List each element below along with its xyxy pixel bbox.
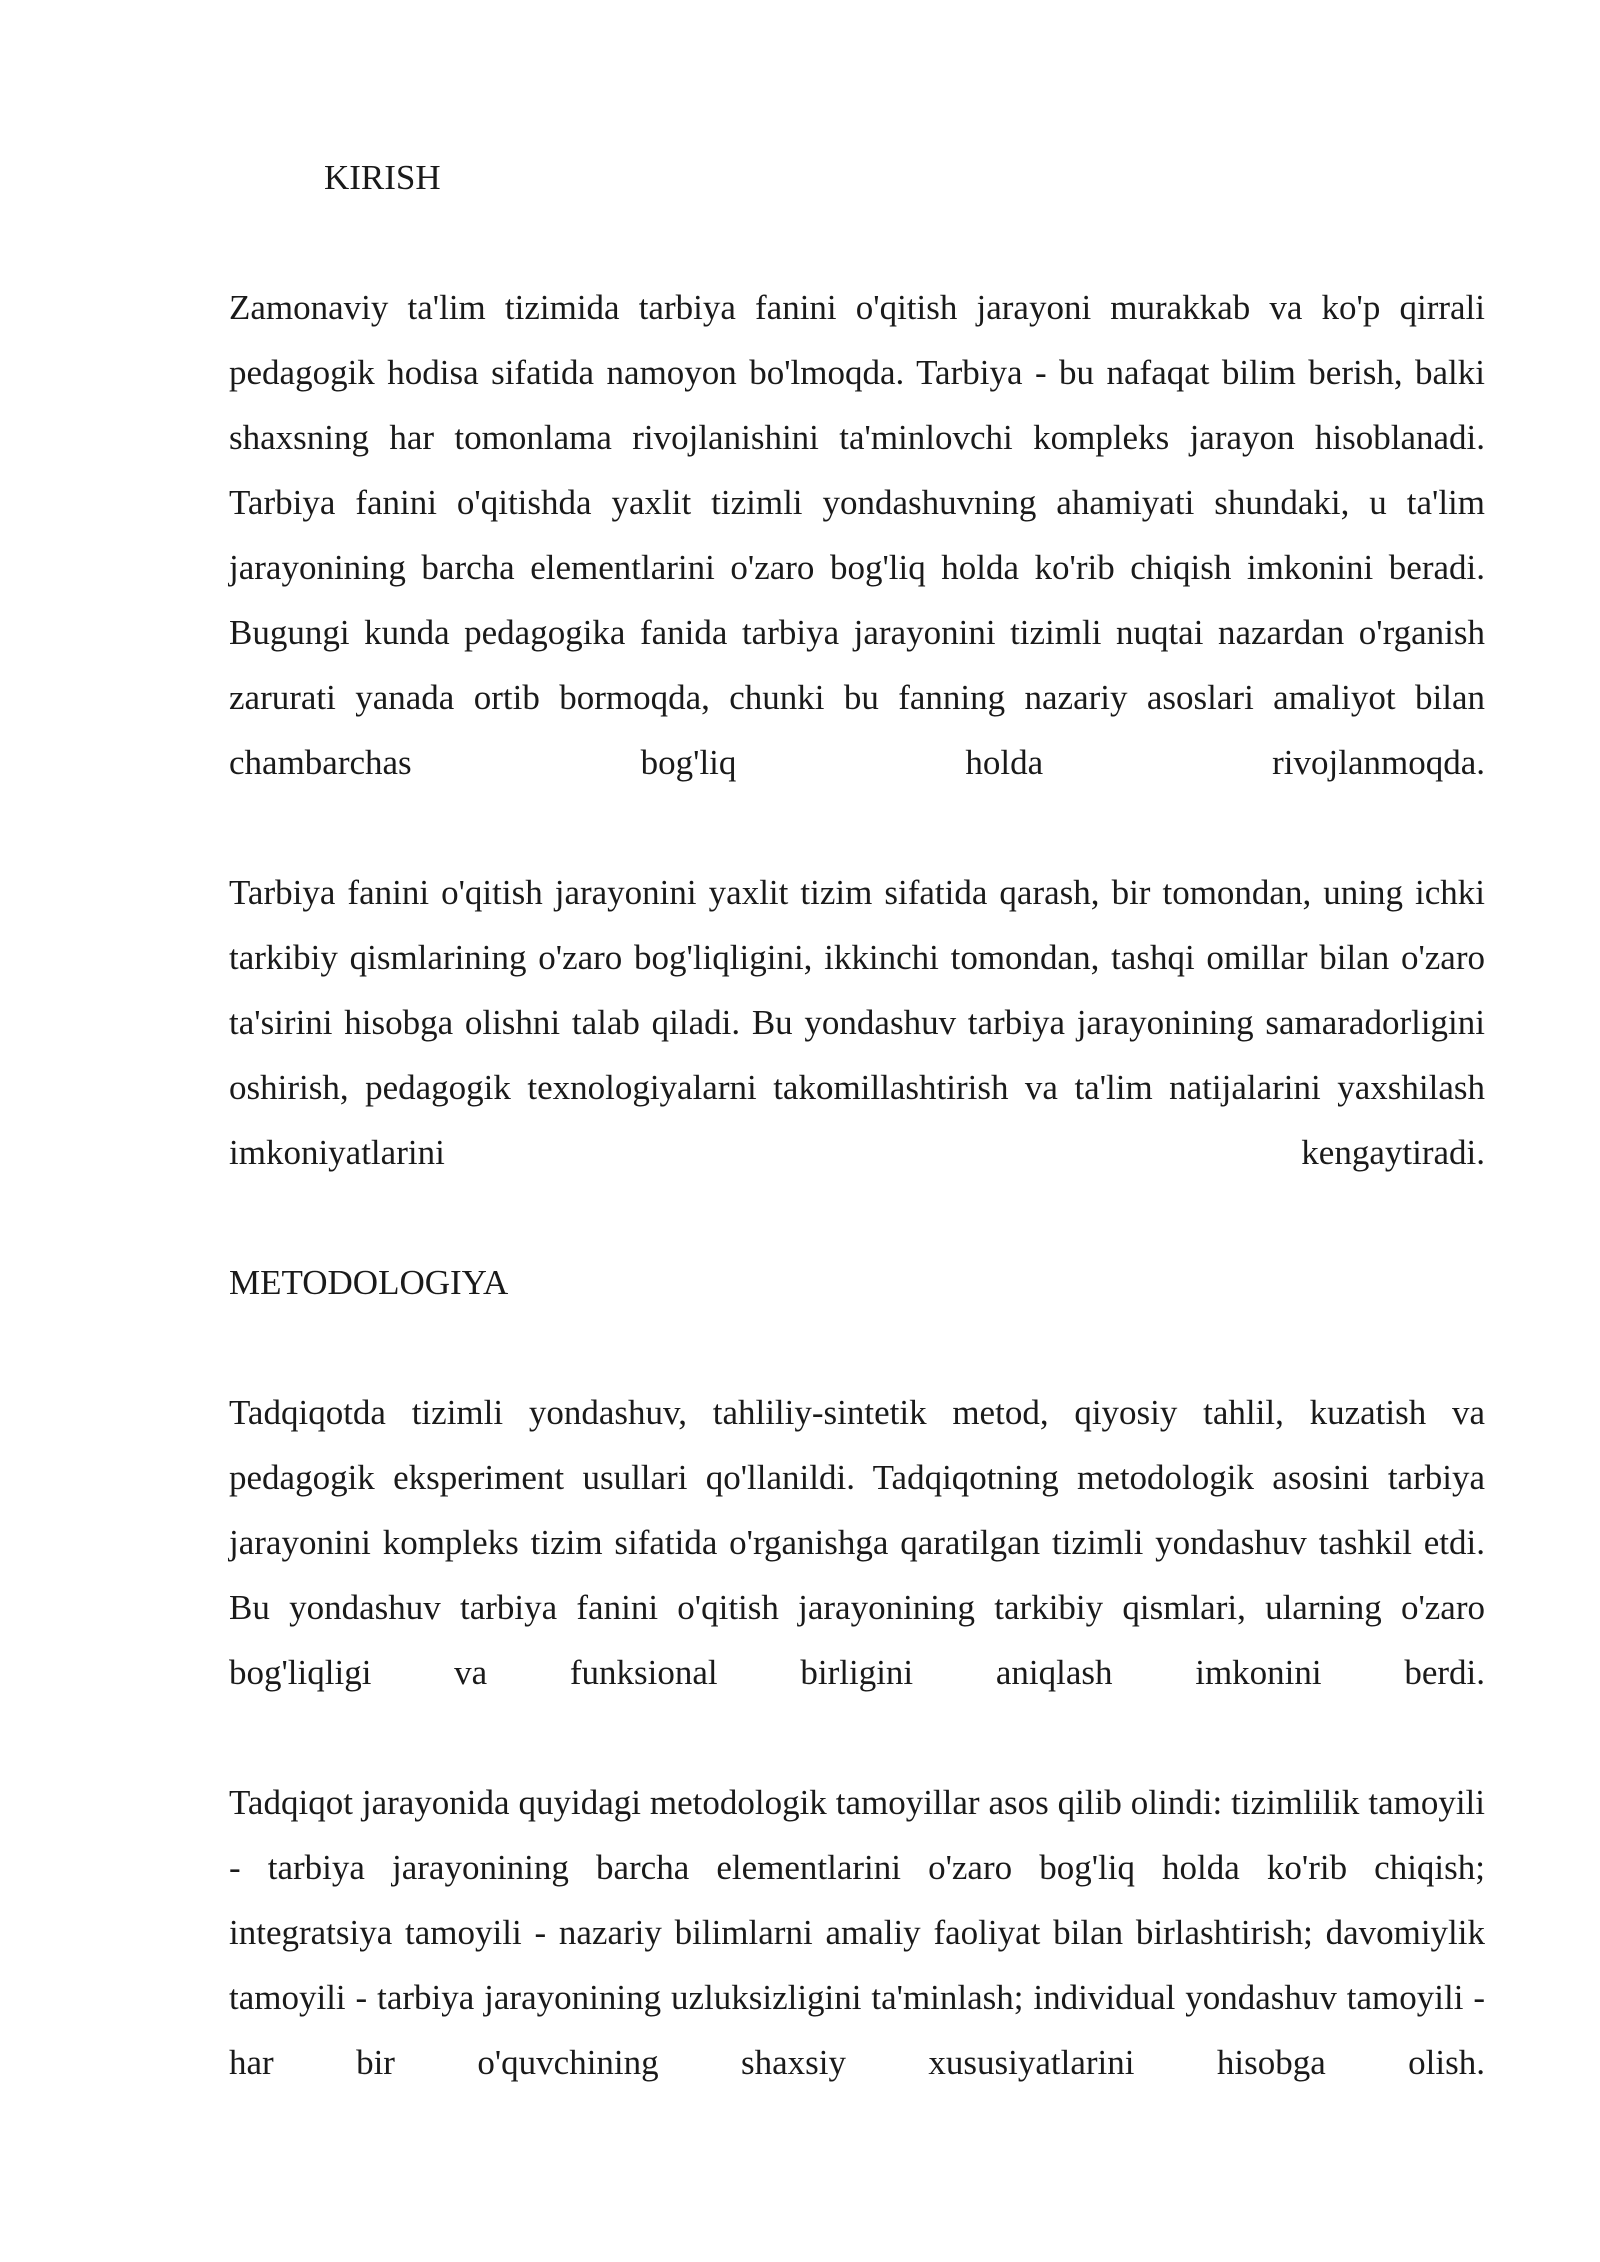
paragraph: Zamonaviy ta'lim tizimida tarbiya fanini o'qitish jarayoni murakkab va ko'p qirrali pedagogik hodisa sifatida namoyon bo'lmoqda. Tarbiya - bu nafaqat bilim berish, balki shaxsning har tomonlama rivojlanishini ta'minlovchi kompleks jarayon hisoblanadi. Tarbiya fanini o'qitishda yaxlit tizimli yondashuvning ahamiyati shundaki, u ta'lim jarayonining barcha elementlarini o'zaro bog'liq holda ko'rib chiqish imkonini beradi. Bugungi kunda pedagogika fanida tarbiya jarayonini tizimli nuqtai nazardan o'rganish zarurati yanada ortib bormoqda, chunki bu fanning nazariy asoslari amaliyot bilan chambarchas bog'liq holda rivojlanmoqda.: [229, 288, 1485, 782]
spacer: [229, 795, 1485, 860]
document-body: [229, 145, 1485, 2095]
spacer: [229, 1185, 1485, 1250]
paragraph: Tarbiya fanini o'qitish jarayonini yaxlit tizim sifatida qarash, bir tomondan, uning ichki tarkibiy qismlarining o'zaro bog'liqligini, ikkinchi tomondan, tashqi omillar bilan o'zaro ta'sirini hisobga olishni talab qiladi. Bu yondashuv tarbiya jarayonining samaradorligini oshirish, pedagogik texnologiyalarni takomillashtirish va ta'lim natijalarini yaxshilash imkoniyatlarini kengaytiradi.: [229, 873, 1485, 1172]
spacer: [229, 1315, 1485, 1380]
spacer: [229, 1705, 1485, 1770]
spacer: [229, 210, 1485, 275]
section-heading-methodology: METODOLOGIYA: [229, 1263, 509, 1302]
section-heading-intro: KIRISH: [324, 158, 441, 197]
paragraph: Tadqiqotda tizimli yondashuv, tahliliy-sintetik metod, qiyosiy tahlil, kuzatish va pedagogik eksperiment usullari qo'llanildi. Tadqiqotning metodologik asosini tarbiya jarayonini kompleks tizim sifatida o'rganishga qaratilgan tizimli yondashuv tashkil etdi. Bu yondashuv tarbiya fanini o'qitish jarayonining tarkibiy qismlari, ularning o'zaro bog'liqligi va funksional birligini aniqlash imkonini berdi.: [229, 1393, 1485, 1692]
paragraph: Tadqiqot jarayonida quyidagi metodologik tamoyillar asos qilib olindi: tizimlilik tamoyili - tarbiya jarayonining barcha elementlarini o'zaro bog'liq holda ko'rib chiqish; integratsiya tamoyili - nazariy bilimlarni amaliy faoliyat bilan birlashtirish; davomiylik tamoyili - tarbiya jarayonining uzluksizligini ta'minlash; individual yondashuv tamoyili - har bir o'quvchining shaxsiy xususiyatlarini hisobga olish.: [229, 1783, 1485, 2082]
